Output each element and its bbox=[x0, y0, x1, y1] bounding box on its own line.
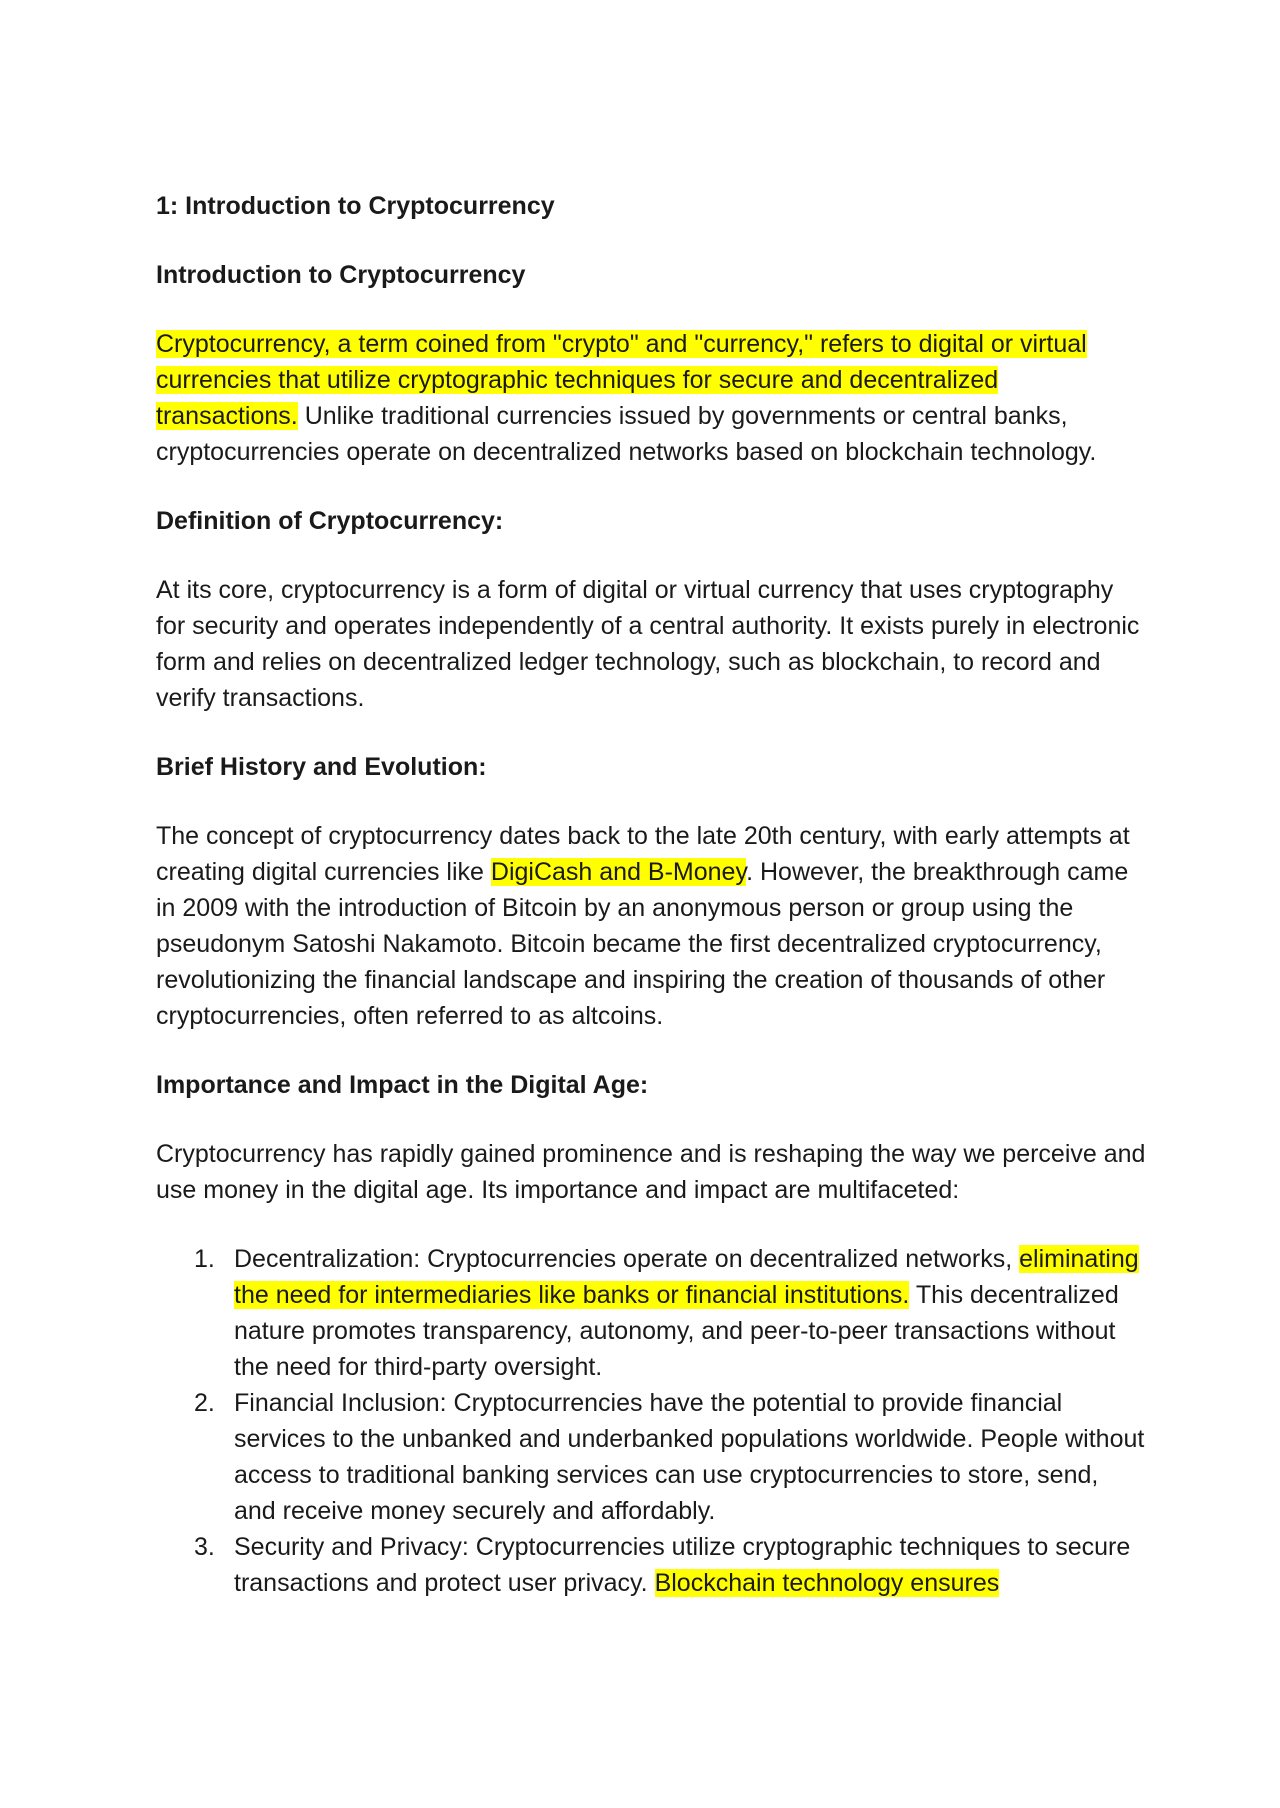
definition-paragraph: At its core, cryptocurrency is a form of digital or virtual currency that uses cryptography for security and operates independently of a central authority. It exists purely in electronic form and relies on decentralized ledger technology, such as blockchain, to record and verify transactions. bbox=[156, 576, 1140, 712]
list-item-highlight: Blockchain technology ensures bbox=[654, 1569, 1000, 1597]
list-item-number: 1. bbox=[194, 1245, 215, 1273]
list-item bbox=[156, 1241, 1146, 1385]
importance-paragraph: Cryptocurrency has rapidly gained prominence and is reshaping the way we perceive and use money in the digital age. Its importance and impact are multifaceted: bbox=[156, 1140, 1146, 1204]
importance-list bbox=[156, 1241, 1146, 1601]
history-highlight: DigiCash and B-Money bbox=[490, 858, 747, 886]
list-item-text-after: This decentralized nature promotes transparency, autonomy, and peer-to-peer transactions without the need for third-party oversight. bbox=[234, 1281, 1119, 1381]
list-item-number: 3. bbox=[194, 1533, 215, 1561]
list-item bbox=[156, 1529, 1146, 1601]
intro-paragraph bbox=[156, 326, 1146, 470]
list-item-number: 2. bbox=[194, 1389, 215, 1417]
history-heading: Brief History and Evolution: bbox=[156, 753, 487, 781]
history-text-after: . However, the breakthrough came in 2009 with the introduction of Bitcoin by an anonymous person or group using the pseudonym Satoshi Nakamoto. Bitcoin became the first decentralized cryptocurrency, revolutionizing the financial landscape and inspiring the creation of thousands of other cryptocurrencies, often referred to as altcoins. bbox=[156, 858, 1129, 1030]
list-item-text: Security and Privacy: Cryptocurrencies utilize cryptographic techniques to secure transactions and protect user privacy. bbox=[234, 1533, 1131, 1597]
intro-highlight: Cryptocurrency, a term coined from "crypto" and "currency," refers to digital or virtual currencies that utilize cryptographic techniques for secure and decentralized transactions. bbox=[156, 330, 1087, 430]
document-page bbox=[156, 188, 1146, 1601]
chapter-title: 1: Introduction to Cryptocurrency bbox=[156, 192, 555, 220]
list-item bbox=[156, 1385, 1146, 1529]
history-paragraph bbox=[156, 818, 1146, 1034]
intro-text: Unlike traditional currencies issued by governments or central banks, cryptocurrencies operate on decentralized networks based on blockchain technology. bbox=[156, 402, 1097, 466]
list-item-text: Decentralization: Cryptocurrencies operate on decentralized networks, bbox=[234, 1245, 1020, 1273]
definition-heading: Definition of Cryptocurrency: bbox=[156, 507, 504, 535]
importance-heading: Importance and Impact in the Digital Age: bbox=[156, 1071, 649, 1099]
list-item-highlight: eliminating the need for intermediaries like banks or financial institutions. bbox=[234, 1245, 1139, 1309]
section-title: Introduction to Cryptocurrency bbox=[156, 261, 526, 289]
history-text-before: The concept of cryptocurrency dates back to the late 20th century, with early attempts at creating digital currencies like bbox=[156, 822, 1130, 886]
list-item-text: Financial Inclusion: Cryptocurrencies have the potential to provide financial services to the unbanked and underbanked populations worldwide. People without access to traditional banking services can use cryptocurrencies to store, send, and receive money securely and affordably. bbox=[234, 1389, 1145, 1525]
